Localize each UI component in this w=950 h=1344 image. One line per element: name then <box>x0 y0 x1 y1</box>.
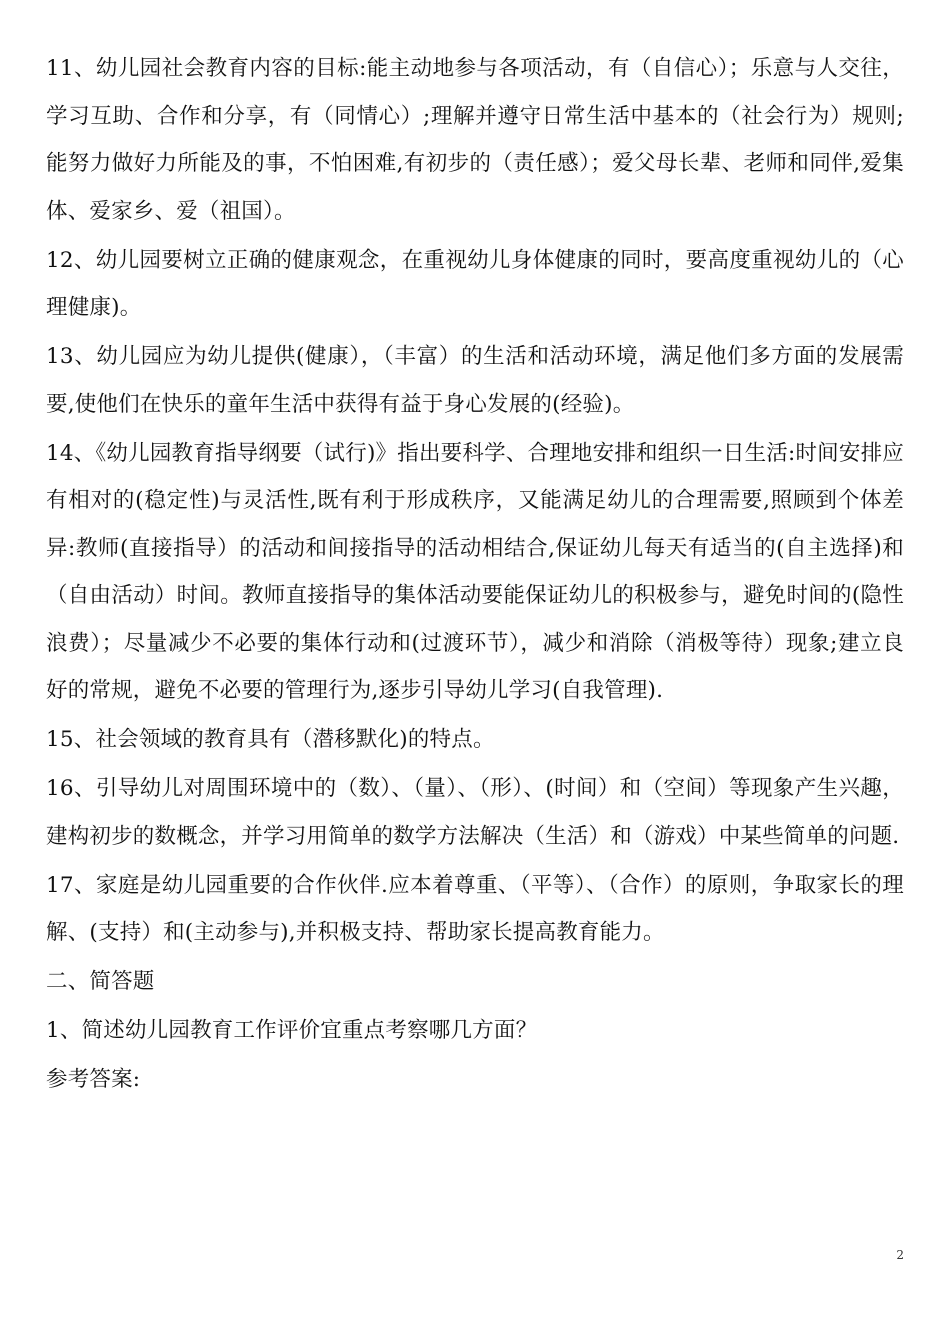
question-item-1: 1、简述幼儿园教育工作评价宜重点考察哪几方面？ <box>46 1018 538 1043</box>
document-body <box>46 45 904 1104</box>
page-number: 2 <box>896 1248 904 1262</box>
reference-answer-label: 参考答案: <box>46 1067 141 1092</box>
paragraph-item-17: 17、家庭是幼儿园重要的合作伙伴.应本着尊重、（平等）、（合作）的原则，争取家长的理解、(支持）和(主动参与),并积极支持、帮助家长提高教育能力。 <box>46 872 904 945</box>
paragraph-item-16: 16、引导幼儿对周围环境中的（数）、（量）、（形）、(时间）和（空间）等现象产生兴趣，建构初步的数概念，并学习用简单的数学方法解决（生活）和（游戏）中某些简单的问题. <box>46 776 904 849</box>
paragraph-item-11: 11、幼儿园社会教育内容的目标:能主动地参与各项活动，有（自信心）；乐意与人交往，学习互助、合作和分享，有（同情心）;理解并遵守日常生活中基本的（社会行为）规则;能努力做好力所能及的事，不怕困难,有初步的（责任感）；爱父母长辈、老师和同伴,爱集体、爱家乡、爱（祖国）。 <box>46 56 904 224</box>
paragraph-item-14: 14、《幼儿园教育指导纲要（试行)》指出要科学、合理地安排和组织一日生活:时间安排应有相对的(稳定性)与灵活性,既有利于形成秩序，又能满足幼儿的合理需要,照顾到个体差异:教师(直接指导）的活动和间接指导的活动相结合,保证幼儿每天有适当的(自主选择)和（自由活动）时间。教师直接指导的集体活动要能保证幼儿的积极参与，避免时间的(隐性浪费）；尽量减少不必要的集体行动和(过渡环节），减少和消除（消极等待）现象;建立良好的常规，避免不必要的管理行为,逐步引导幼儿学习(自我管理). <box>46 440 904 703</box>
paragraph-item-15: 15、社会领域的教育具有（潜移默化)的特点。 <box>46 727 495 752</box>
section-heading-short-answer: 二、简答题 <box>46 969 155 994</box>
paragraph-item-12: 12、幼儿园要树立正确的健康观念，在重视幼儿身体健康的同时，要高度重视幼儿的（心理健康)。 <box>46 247 904 320</box>
paragraph-item-13: 13、幼儿园应为幼儿提供(健康），（丰富）的生活和活动环境，满足他们多方面的发展需要,使他们在快乐的童年生活中获得有益于身心发展的(经验)。 <box>46 344 904 417</box>
